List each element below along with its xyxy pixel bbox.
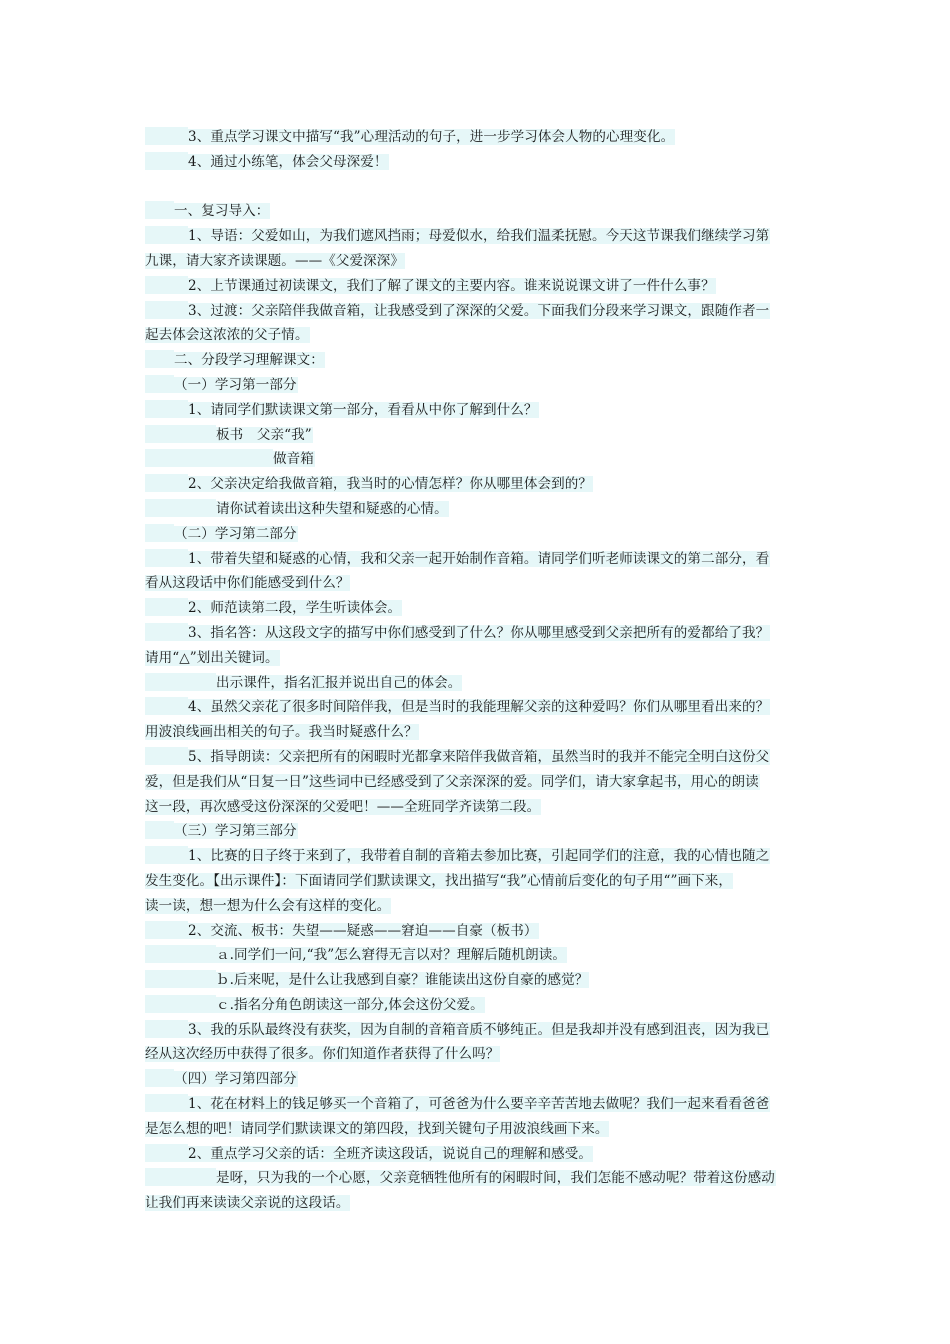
text-line-part3-item3-b [145, 1042, 810, 1067]
line-text: 看从这段话中你们能感受到什么？ [145, 575, 350, 592]
indent-highlight [145, 995, 216, 1013]
indent-highlight [145, 474, 188, 492]
line-text: 爱，但是我们从“日复一日”这些词中已经感受到了父亲深深的爱。同学们，请大家拿起书，用心的朗读 [145, 773, 759, 790]
text-line-part1-board-b [145, 447, 810, 472]
text-line-part1-item1 [145, 398, 810, 423]
text-line-part2-item5-b [145, 770, 810, 795]
indent-highlight [145, 449, 273, 467]
line-text: 发生变化。【出示课件】：下面请同学们默读课文，找出描写“我”心情前后变化的句子用“”画下来， [145, 872, 733, 889]
text-line-part4-item2 [145, 1142, 810, 1167]
text-line-part2-item3-a [145, 621, 810, 646]
indent-highlight [145, 697, 188, 715]
indent-highlight [145, 524, 174, 542]
line-text: 请用“△”划出关键词。 [145, 649, 279, 666]
indent-highlight [145, 499, 216, 517]
indent-highlight [145, 598, 188, 616]
indent-highlight [145, 152, 188, 170]
text-line-goal-4 [145, 150, 810, 175]
line-text: 做音箱 [273, 451, 314, 468]
text-line-part2-item5-a [145, 745, 810, 770]
line-text: 板书 父亲“我” [216, 426, 312, 443]
indent-highlight [145, 1094, 188, 1112]
indent-highlight [145, 821, 174, 839]
text-line-part4-item2-sub-b [145, 1191, 810, 1216]
line-text: 用波浪线画出相关的句子。我当时疑惑什么？ [145, 724, 418, 741]
line-text: 5、指导朗读：父亲把所有的闲暇时光都拿来陪伴我做音箱，虽然当时的我并不能完全明白这份父 [188, 748, 770, 765]
line-text: 1、比赛的日子终于来到了，我带着自制的音箱去参加比赛，引起同学们的注意，我的心情也随之 [188, 848, 770, 865]
indent-highlight [145, 747, 188, 765]
document-body [145, 125, 810, 1216]
text-line-part2-item1-b [145, 571, 810, 596]
text-line-part3-item3-a [145, 1018, 810, 1043]
line-text: 一、复习导入： [174, 203, 270, 220]
line-text: 1、花在材料上的钱足够买一个音箱了，可爸爸为什么要辛辛苦苦地去做呢？我们一起来看看爸爸 [188, 1096, 770, 1113]
indent-highlight [145, 375, 174, 393]
text-line-part4-item1-b [145, 1117, 810, 1142]
text-line-part3-item1-c [145, 894, 810, 919]
line-text: 九课，请大家齐读课题。——《父爱深深》 [145, 252, 404, 269]
line-text: （三）学习第三部分 [174, 823, 297, 840]
text-line-part4-heading [145, 1067, 810, 1092]
indent-highlight [145, 425, 216, 443]
indent-highlight [145, 970, 216, 988]
line-text: 经从这次经历中获得了很多。你们知道作者获得了什么吗？ [145, 1046, 500, 1063]
text-line-sec1-item3-b [145, 323, 810, 348]
text-line-part1-item2 [145, 472, 810, 497]
line-text: 读一读，想一想为什么会有这样的变化。 [145, 897, 391, 914]
indent-highlight [145, 673, 216, 691]
text-line-sec2-heading [145, 348, 810, 373]
indent-highlight [145, 350, 174, 368]
line-text: 2、上节课通过初读课文，我们了解了课文的主要内容。谁来说说课文讲了一件什么事？ [188, 277, 715, 294]
text-line-sec1-heading [145, 199, 810, 224]
text-line-part1-item2-sub [145, 497, 810, 522]
line-text: 让我们再来读读父亲说的这段话。 [145, 1195, 350, 1212]
line-text: 2、师范读第二段，学生听读体会。 [188, 600, 402, 617]
text-line-part2-item5-c [145, 795, 810, 820]
line-text: 起去体会这浓浓的父子情。 [145, 327, 309, 344]
text-line-part2-item3-sub [145, 671, 810, 696]
text-line-sec1-item3-a [145, 299, 810, 324]
text-line-part1-board-a [145, 423, 810, 448]
text-line-part3-item1-a [145, 844, 810, 869]
line-text: 请你试着读出这种失望和疑惑的心情。 [216, 500, 448, 517]
indent-highlight [145, 400, 188, 418]
indent-highlight [145, 201, 174, 219]
blank-line [145, 175, 810, 200]
text-line-part3-item2-c [145, 993, 810, 1018]
line-text: 这一段，再次感受这份深深的父爱吧！——全班同学齐读第二段。 [145, 798, 541, 815]
line-text: 是怎么想的吧！请同学们默读课文的第四段，找到关键句子用波浪线画下来。 [145, 1120, 609, 1137]
text-line-goal-3 [145, 125, 810, 150]
line-text: 3、我的乐队最终没有获奖，因为自制的音箱音质不够纯正。但是我却并没有感到沮丧，因为我已 [188, 1021, 770, 1038]
text-line-part3-item2 [145, 919, 810, 944]
indent-highlight [145, 226, 188, 244]
line-text: ａ.同学们一问,“我”怎么窘得无言以对？理解后随机朗读。 [216, 947, 566, 964]
line-text: 2、父亲决定给我做音箱，我当时的心情怎样？你从哪里体会到的？ [188, 476, 593, 493]
indent-highlight [145, 1020, 188, 1038]
indent-highlight [145, 549, 188, 567]
line-text: 1、带着失望和疑惑的心情，我和父亲一起开始制作音箱。请同学们听老师读课文的第二部分，看 [188, 550, 770, 567]
text-line-part3-item2-b [145, 968, 810, 993]
line-text: 是呀，只为我的一个心愿，父亲竟牺牲他所有的闲暇时间，我们怎能不感动呢？带着这份感动 [216, 1170, 775, 1187]
line-text: 4、虽然父亲花了很多时间陪伴我，但是当时的我能理解父亲的这种爱吗？你们从哪里看出来的？ [188, 699, 770, 716]
text-line-part3-item2-a [145, 943, 810, 968]
line-text: 3、重点学习课文中描写“我”心理活动的句子，进一步学习体会人物的心理变化。 [188, 129, 675, 145]
text-line-part2-item3-b [145, 646, 810, 671]
line-text: 2、重点学习父亲的话：全班齐读这段话，说说自己的理解和感受。 [188, 1145, 593, 1162]
line-text: 1、请同学们默读课文第一部分，看看从中你了解到什么？ [188, 401, 538, 418]
text-line-part3-item1-b [145, 869, 810, 894]
indent-highlight [145, 945, 216, 963]
text-line-part2-item2 [145, 596, 810, 621]
text-line-sec1-item1-a [145, 224, 810, 249]
indent-highlight [145, 623, 188, 641]
line-text: 1、导语：父爱如山，为我们遮风挡雨；母爱似水，给我们温柔抚慰。今天这节课我们继续学习第 [188, 228, 770, 245]
indent-highlight [145, 301, 188, 319]
indent-highlight [145, 921, 188, 939]
indent-highlight [145, 1069, 174, 1087]
text-line-sec1-item1-b [145, 249, 810, 274]
text-line-part4-item2-sub-a [145, 1166, 810, 1191]
indent-highlight [145, 846, 188, 864]
text-line-part2-item4-b [145, 720, 810, 745]
line-text: （二）学习第二部分 [174, 525, 297, 542]
line-text: （四）学习第四部分 [174, 1071, 297, 1088]
line-text: 3、过渡：父亲陪伴我做音箱，让我感受到了深深的父爱。下面我们分段来学习课文，跟随作者一 [188, 302, 770, 319]
indent-highlight [145, 1144, 188, 1162]
text-line-part2-item4-a [145, 695, 810, 720]
line-text: 2、交流、板书：失望——疑惑——窘迫——自豪（板书） [188, 922, 538, 939]
text-line-part2-heading [145, 522, 810, 547]
line-text: （一）学习第一部分 [174, 376, 297, 393]
line-text: 二、分段学习理解课文： [174, 352, 324, 369]
line-text: 出示课件，指名汇报并说出自己的体会。 [216, 674, 462, 691]
indent-highlight [145, 1168, 216, 1186]
line-text: 3、指名答：从这段文字的描写中你们感受到了什么？你从哪里感受到父亲把所有的爱都给了我？ [188, 624, 770, 641]
text-line-part2-item1-a [145, 547, 810, 572]
indent-highlight [145, 276, 188, 294]
text-line-part4-item1-a [145, 1092, 810, 1117]
line-text: 4、通过小练笔，体会父母深爱！ [188, 153, 388, 170]
indent-highlight [145, 127, 188, 145]
text-line-sec1-item2 [145, 274, 810, 299]
line-text: ｂ.后来呢，是什么让我感到自豪？谁能读出这份自豪的感觉？ [216, 972, 589, 989]
text-line-part1-heading [145, 373, 810, 398]
line-text: ｃ.指名分角色朗读这一部分,体会这份父爱。 [216, 996, 484, 1013]
text-line-part3-heading [145, 819, 810, 844]
